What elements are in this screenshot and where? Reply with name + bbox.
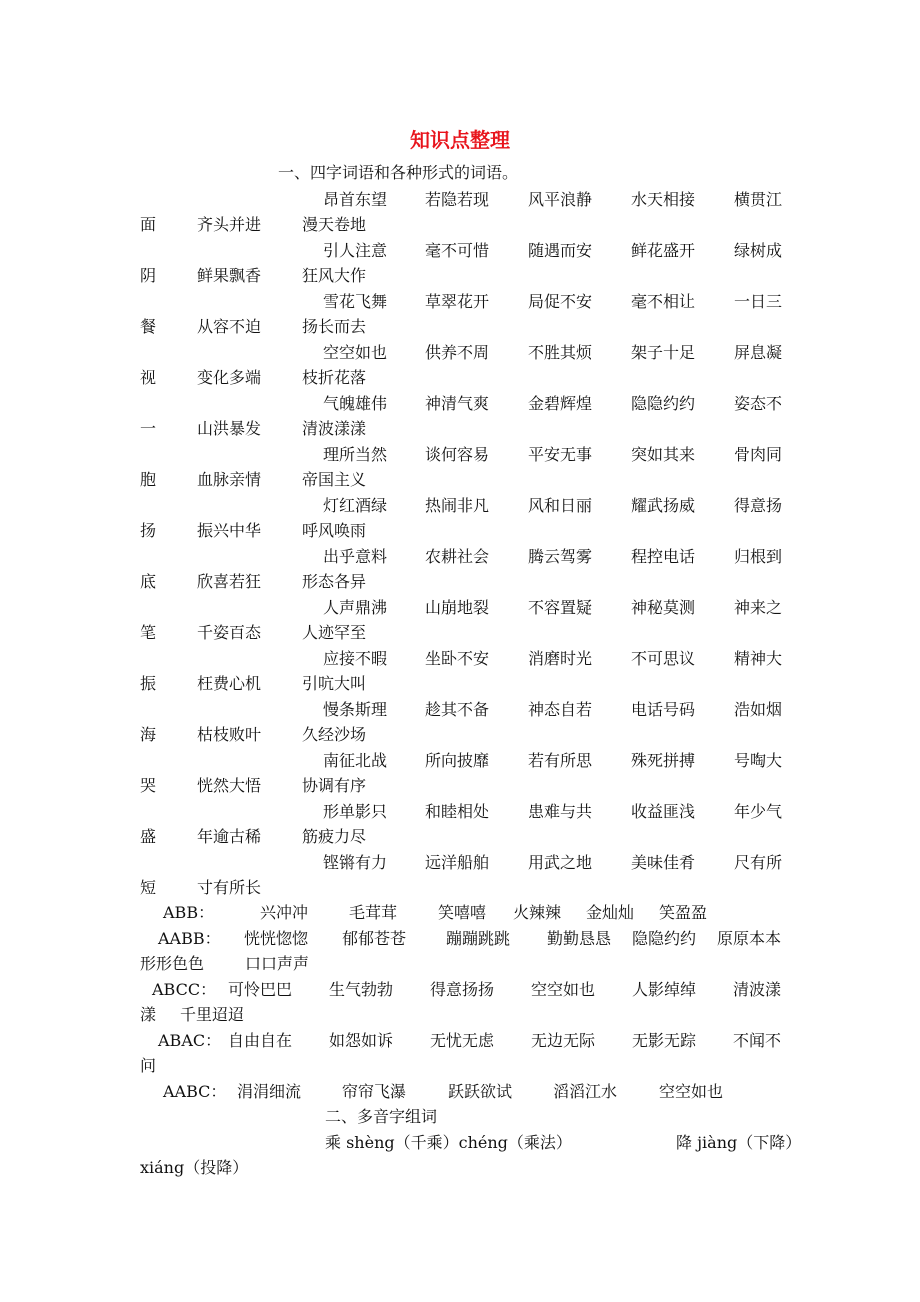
pattern-word: 蹦蹦跳跳 [446, 929, 511, 948]
word-item: 南征北战 [323, 751, 388, 770]
word-item: 短 [140, 878, 157, 897]
word-item: 千姿百态 [197, 623, 262, 642]
word-item: 清波漾漾 [302, 419, 367, 438]
word-item: 久经沙场 [302, 725, 367, 744]
word-item: 水天相接 [631, 190, 696, 209]
word-item: 和睦相处 [425, 802, 490, 821]
word-item: 热闹非凡 [425, 496, 490, 515]
word-item: 收益匪浅 [631, 802, 696, 821]
word-item: 不容置疑 [528, 598, 593, 617]
word-item: 远洋船舶 [425, 853, 490, 872]
word-item: 漫天卷地 [302, 215, 367, 234]
word-item: 面 [140, 215, 157, 234]
word-item: 风平浪静 [528, 190, 593, 209]
word-item: 振 [140, 674, 157, 693]
pattern-word: 不闻不 [733, 1031, 782, 1050]
word-item: 枯枝败叶 [197, 725, 262, 744]
word-item: 供养不周 [425, 343, 490, 362]
pattern-label-abcc: ABCC： [152, 980, 217, 999]
word-item: 毫不相让 [631, 292, 696, 311]
word-item: 姿态不 [734, 394, 783, 413]
pattern-word: 空空如也 [531, 980, 596, 999]
word-item: 浩如烟 [734, 700, 783, 719]
word-item: 年少气 [734, 802, 783, 821]
pattern-label-aabb: AABB： [158, 929, 221, 948]
word-item: 突如其来 [631, 445, 696, 464]
word-item: 铿锵有力 [323, 853, 388, 872]
pattern-word: 漾 [140, 1005, 157, 1024]
word-item: 呼风唤雨 [302, 521, 367, 540]
pattern-word: 勤勤恳恳 [547, 929, 612, 948]
pattern-word: 滔滔江水 [553, 1082, 618, 1101]
pattern-word: 无影无踪 [632, 1031, 697, 1050]
word-item: 耀武扬威 [631, 496, 696, 515]
word-item: 神清气爽 [425, 394, 490, 413]
word-item: 血脉亲情 [197, 470, 262, 489]
word-item: 鲜果飘香 [197, 266, 262, 285]
pattern-word: 隐隐约约 [632, 929, 697, 948]
word-item: 趁其不备 [425, 700, 490, 719]
word-item: 若有所思 [528, 751, 593, 770]
word-item: 海 [140, 725, 157, 744]
word-item: 形单影只 [323, 802, 388, 821]
pattern-word: 笑嘻嘻 [438, 903, 487, 922]
word-item: 横贯江 [734, 190, 783, 209]
pattern-word: 自由自在 [228, 1031, 293, 1050]
polyphone-cheng: 乘 shèng（千乘）chéng（乘法） [325, 1133, 572, 1152]
word-item: 殊死拼搏 [631, 751, 696, 770]
pattern-word: 帘帘飞瀑 [342, 1082, 407, 1101]
word-item: 形态各异 [302, 572, 367, 591]
pattern-word: 千里迢迢 [180, 1005, 245, 1024]
word-item: 慢条斯理 [323, 700, 388, 719]
pattern-label-abac: ABAC： [158, 1031, 222, 1050]
word-item: 笔 [140, 623, 157, 642]
word-item: 视 [140, 368, 157, 387]
word-item: 昂首东望 [323, 190, 388, 209]
word-item: 理所当然 [323, 445, 388, 464]
word-item: 屏息凝 [734, 343, 783, 362]
word-item: 隐隐约约 [631, 394, 696, 413]
word-item: 从容不迫 [197, 317, 262, 336]
pattern-label-aabc: AABC： [163, 1082, 227, 1101]
pattern-word: 可怜巴巴 [228, 980, 293, 999]
polyphone-jiang: 降 jiàng（下降） [676, 1133, 802, 1152]
word-item: 引吭大叫 [302, 674, 367, 693]
word-item: 不胜其烦 [528, 343, 593, 362]
word-item: 变化多端 [197, 368, 262, 387]
word-item: 神态自若 [528, 700, 593, 719]
word-item: 所向披靡 [425, 751, 490, 770]
word-item: 底 [140, 572, 157, 591]
word-item: 精神大 [734, 649, 783, 668]
pattern-word: 口口声声 [245, 954, 310, 973]
pattern-label-abb: ABB： [163, 903, 215, 922]
word-item: 出乎意料 [323, 547, 388, 566]
word-item: 架子十足 [631, 343, 696, 362]
word-item: 草翠花开 [425, 292, 490, 311]
word-item: 坐卧不安 [425, 649, 490, 668]
pattern-word: 原原本本 [717, 929, 782, 948]
word-item: 枉费心机 [197, 674, 262, 693]
pattern-word: 涓涓细流 [237, 1082, 302, 1101]
word-item: 一日三 [734, 292, 783, 311]
polyphone-jiang-wrap: xiáng（投降） [140, 1158, 249, 1177]
word-item: 绿树成 [734, 241, 783, 260]
section1-heading: 一、四字词语和各种形式的词语。 [278, 163, 519, 182]
word-item: 局促不安 [528, 292, 593, 311]
word-item: 阴 [140, 266, 157, 285]
word-item: 患难与共 [528, 802, 593, 821]
word-item: 协调有序 [302, 776, 367, 795]
word-item: 齐头并进 [197, 215, 262, 234]
word-item: 山洪暴发 [197, 419, 262, 438]
pattern-word: 恍恍惚惚 [244, 929, 309, 948]
pattern-word: 跃跃欲试 [448, 1082, 513, 1101]
pattern-word: 无忧无虑 [430, 1031, 495, 1050]
word-item: 风和日丽 [528, 496, 593, 515]
word-item: 灯红酒绿 [323, 496, 388, 515]
word-item: 农耕社会 [425, 547, 490, 566]
word-item: 空空如也 [323, 343, 388, 362]
word-item: 消磨时光 [528, 649, 593, 668]
word-item: 哭 [140, 776, 157, 795]
word-item: 应接不暇 [323, 649, 388, 668]
word-item: 雪花飞舞 [323, 292, 388, 311]
pattern-word: 无边无际 [531, 1031, 596, 1050]
word-item: 不可思议 [631, 649, 696, 668]
word-item: 平安无事 [528, 445, 593, 464]
pattern-word: 人影绰绰 [632, 980, 697, 999]
word-item: 鲜花盛开 [631, 241, 696, 260]
word-item: 号啕大 [734, 751, 783, 770]
word-item: 神来之 [734, 598, 783, 617]
word-item: 美味佳肴 [631, 853, 696, 872]
word-item: 程控电话 [631, 547, 696, 566]
word-item: 人迹罕至 [302, 623, 367, 642]
word-item: 神秘莫测 [631, 598, 696, 617]
word-item: 引人注意 [323, 241, 388, 260]
pattern-word: 郁郁苍苍 [342, 929, 407, 948]
word-item: 人声鼎沸 [323, 598, 388, 617]
pattern-word: 毛茸茸 [349, 903, 398, 922]
pattern-word: 空空如也 [659, 1082, 724, 1101]
word-item: 筋疲力尽 [302, 827, 367, 846]
word-item: 用武之地 [528, 853, 593, 872]
pattern-word: 兴冲冲 [260, 903, 309, 922]
word-item: 腾云驾雾 [528, 547, 593, 566]
word-item: 扬 [140, 521, 157, 540]
word-item: 若隐若现 [425, 190, 490, 209]
word-item: 得意扬 [734, 496, 783, 515]
word-item: 振兴中华 [197, 521, 262, 540]
document-title: 知识点整理 [410, 128, 510, 152]
pattern-word: 笑盈盈 [659, 903, 708, 922]
pattern-word: 金灿灿 [586, 903, 635, 922]
word-item: 扬长而去 [302, 317, 367, 336]
word-item: 随遇而安 [528, 241, 593, 260]
pattern-word: 如怨如诉 [329, 1031, 394, 1050]
word-item: 气魄雄伟 [323, 394, 388, 413]
word-item: 归根到 [734, 547, 783, 566]
word-item: 谈何容易 [425, 445, 490, 464]
pattern-word: 形形色色 [140, 954, 205, 973]
word-item: 尺有所 [734, 853, 783, 872]
word-item: 欣喜若狂 [197, 572, 262, 591]
word-item: 恍然大悟 [197, 776, 262, 795]
word-item: 一 [140, 419, 157, 438]
word-item: 山崩地裂 [425, 598, 490, 617]
pattern-word: 火辣辣 [513, 903, 562, 922]
pattern-word: 清波漾 [733, 980, 782, 999]
word-item: 枝折花落 [302, 368, 367, 387]
word-item: 胞 [140, 470, 157, 489]
word-item: 餐 [140, 317, 157, 336]
section2-heading: 二、多音字组词 [325, 1107, 438, 1126]
word-item: 年逾古稀 [197, 827, 262, 846]
word-item: 电话号码 [631, 700, 696, 719]
pattern-word: 问 [140, 1056, 157, 1075]
pattern-word: 生气勃勃 [329, 980, 394, 999]
pattern-word: 得意扬扬 [430, 980, 495, 999]
word-item: 金碧辉煌 [528, 394, 593, 413]
word-item: 帝国主义 [302, 470, 367, 489]
word-item: 狂风大作 [302, 266, 367, 285]
word-item: 骨肉同 [734, 445, 783, 464]
word-item: 毫不可惜 [425, 241, 490, 260]
word-item: 盛 [140, 827, 157, 846]
word-item: 寸有所长 [197, 878, 262, 897]
